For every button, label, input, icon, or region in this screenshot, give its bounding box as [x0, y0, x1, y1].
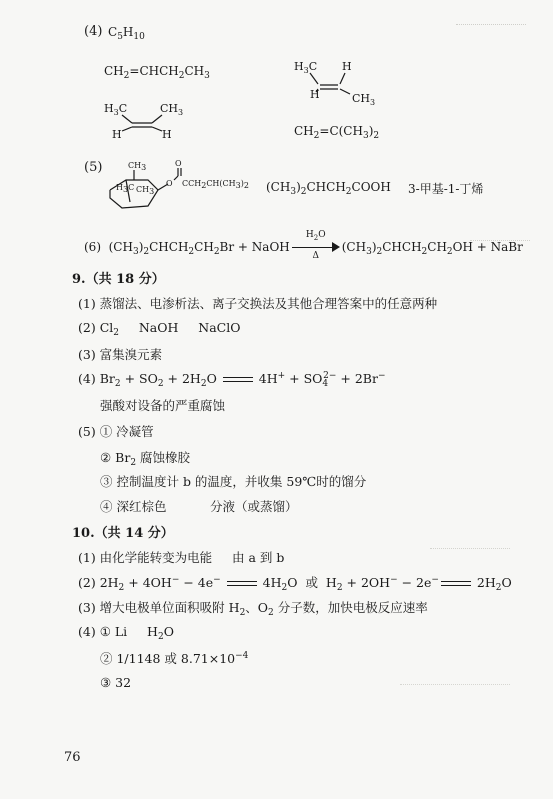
q8-name: 3-甲基-1-丁烯: [408, 182, 484, 196]
q9-line1: (1) 蒸馏法、电渗析法、离子交换法及其他合理答案中的任意两种: [78, 296, 438, 311]
reaction-arrow: $\frac{H_2O}{\Delta}$: [292, 241, 340, 255]
q8-part5-label: (5): [84, 160, 103, 175]
q8-struct-trans-butene: [290, 56, 390, 116]
svg-text:H3C: $H_3C$: [104, 102, 128, 117]
q10-header: 10.（共 14 分）: [72, 526, 174, 541]
svg-text:H: H: [162, 128, 172, 141]
q10-line4-1: (4) ① Li $H_2O$: [78, 624, 174, 642]
svg-text:H3C: H3C: [116, 183, 135, 194]
q9-line4-note: 强酸对设备的严重腐蚀: [100, 398, 226, 413]
svg-text:CH3: CH3: [136, 185, 155, 196]
q10-line1b: 由 a 到 b: [232, 550, 285, 565]
q8-struct-bicyclic-ester: [96, 158, 252, 218]
q9-line5-4a: ④ 深红棕色: [100, 499, 167, 514]
bleed-noise: [470, 240, 530, 247]
bleed-noise: [400, 684, 510, 691]
svg-text:H: H: [310, 88, 320, 101]
q9-line2: (2) $Cl_2$ NaOH NaClO: [78, 320, 241, 338]
svg-text:O: O: [166, 179, 173, 188]
q8-formula: $C_5H_{10}$: [108, 25, 145, 42]
q9-line5-3: ③ 控制温度计 b 的温度，并收集 59℃时的馏分: [100, 474, 367, 489]
svg-text:CH3: $CH_3$: [352, 92, 376, 107]
q8-part6-equation: (6) $(CH_3)_2CHCH_2CH_2Br$ + NaOH $\frac{H_2O}{\Delta}$ $(CH_3)_2CHCH_2CH_2OH$ + NaBr: [84, 229, 523, 261]
svg-text:CCH2CH(CH3)2: CCH2CH(CH3)2: [182, 179, 249, 190]
q8-struct-d: $CH_2=C(CH_3)_2$: [294, 124, 380, 141]
svg-text:CH3: $CH_3$: [160, 102, 184, 117]
q8-part4-label: (4): [84, 24, 103, 39]
q8-acid: $(CH_3)_2CHCH_2COOH$: [266, 180, 391, 197]
q10-line4-2: ② 1/1148 或 $8.71\times 10^{-4}$: [100, 651, 249, 666]
q10-line1a: (1) 由化学能转变为电能: [78, 550, 213, 565]
svg-text:O: O: [175, 159, 182, 168]
svg-text:H: H: [112, 128, 122, 141]
svg-text:H3C: $H_3C$: [294, 60, 318, 75]
svg-text:CH3: CH3: [128, 161, 147, 172]
bleed-noise: [456, 24, 526, 33]
q8-struct-cis-butene: [102, 98, 202, 154]
q10-line2-equation: (2) $2H_2 + 4OH^- - 4e^-$ $4H_2O$ 或 $H_2 + 2OH^- - 2e^-$ $2H_2O$: [78, 575, 512, 593]
page-number: 76: [64, 750, 81, 765]
q9-header: 9.（共 18 分）: [72, 272, 165, 287]
svg-text:H: H: [342, 60, 352, 73]
bleed-noise: [430, 548, 510, 555]
q8-struct-a: $CH_2=CHCH_2CH_3$: [104, 64, 210, 81]
q9-line5-1: (5) ① 冷凝管: [78, 424, 154, 439]
q9-line4-equation: (4) $Br_2 + SO_2 + 2H_2O$ $4H^+ + SO_4^{2-} + 2Br^-$: [78, 371, 386, 389]
q9-line5-4b: 分液（或蒸馏）: [210, 499, 298, 514]
q10-line3: (3) 增大电极单位面积吸附 $H_2$、$O_2$ 分子数，加快电极反应速率: [78, 600, 428, 618]
q9-line5-2: ② $Br_2$ 腐蚀橡胶: [100, 450, 191, 468]
q10-line4-3: ③ 32: [100, 675, 132, 690]
q9-line3: (3) 富集溴元素: [78, 347, 163, 362]
